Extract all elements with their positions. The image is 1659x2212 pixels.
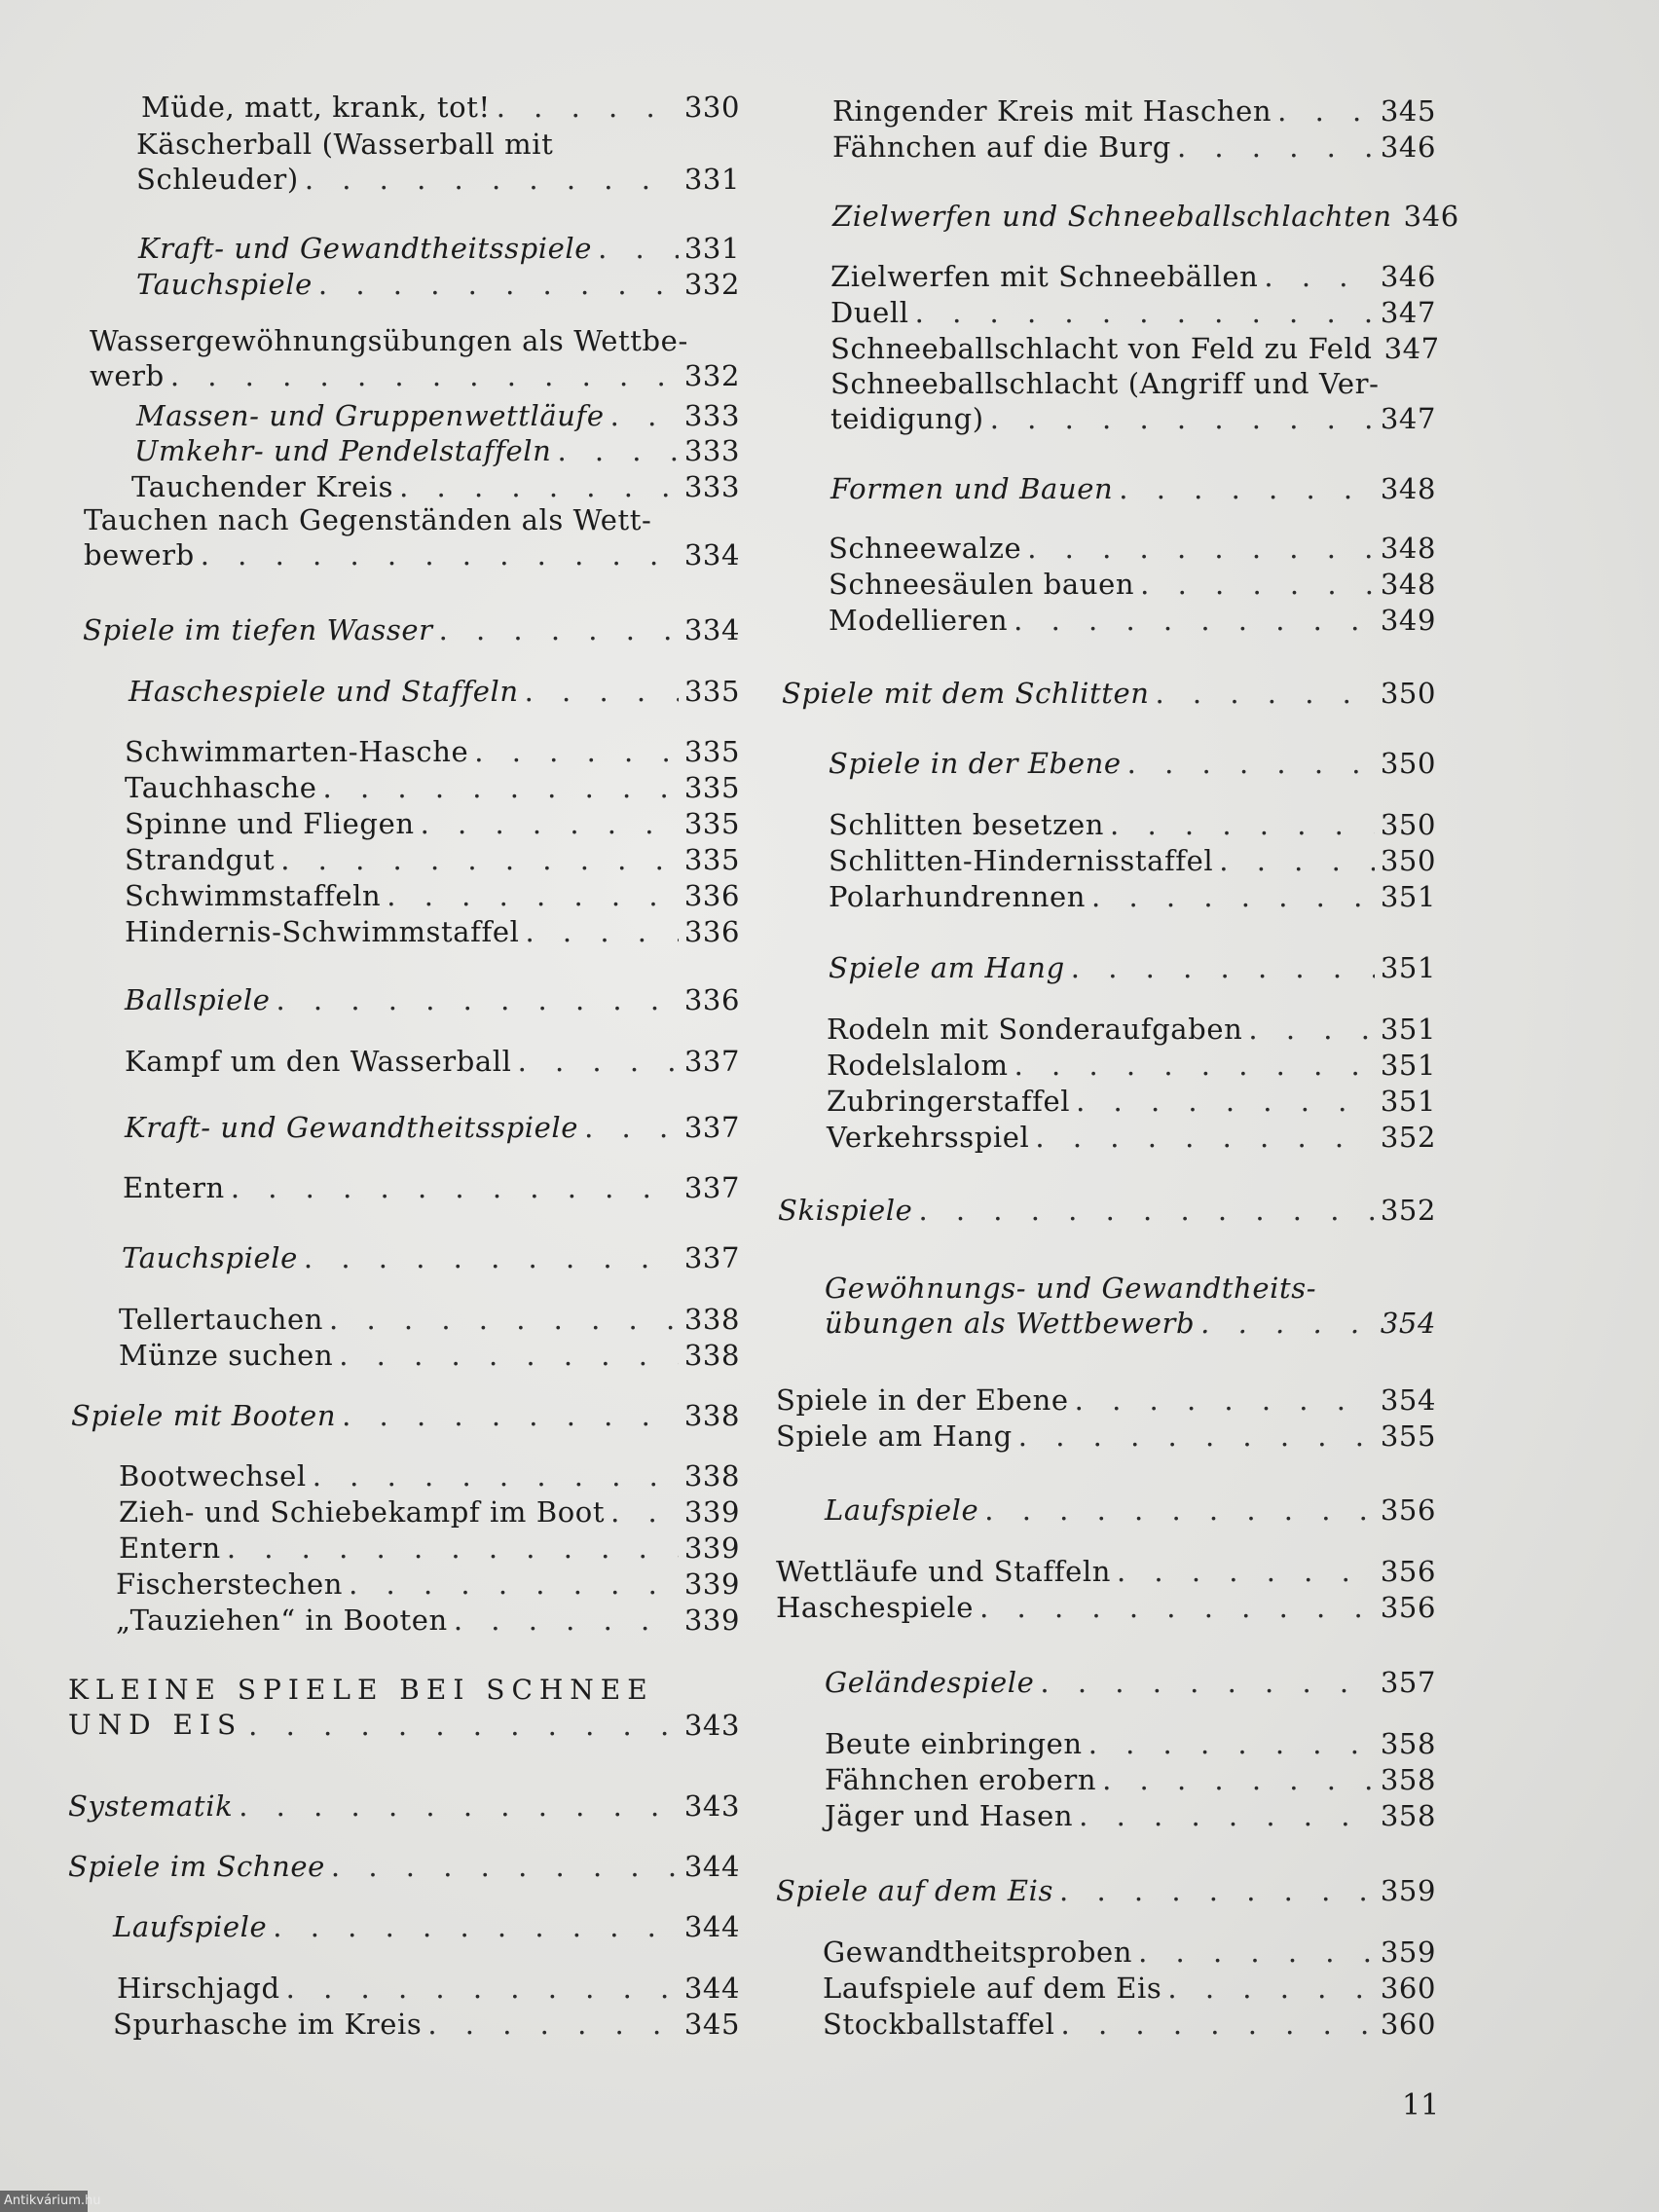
toc-entry: Formen und Bauen . . . 348 (830, 467, 1436, 506)
toc-entry: Duell . . . 347 (830, 291, 1436, 330)
toc-entry: Spiele im tiefen Wasser . . . 334 (83, 608, 740, 647)
toc-entry: Ballspiele . . . 336 (125, 978, 740, 1017)
toc-entry: Geländespiele . . . 357 (825, 1661, 1436, 1700)
toc-entry: Zielwerfen mit Schneebällen . . . 346 (830, 255, 1436, 294)
toc-entry: Rodeln mit Sonderaufgaben . . . 351 (827, 1008, 1436, 1047)
toc-entry: Umkehr- und Pendelstaffeln . . . 333 (134, 429, 740, 468)
toc-entry: Schneeballschlacht von Feld zu Feld 347 (830, 332, 1440, 365)
toc-entry: Beute einbringen . . . 358 (825, 1722, 1436, 1761)
toc-entry: Verkehrsspiel . . . 352 (827, 1116, 1436, 1155)
toc-entry: Massen- und Gruppenwettläufe . . . 333 (136, 394, 740, 433)
toc-entry: Hirschjagd . . . 344 (117, 1967, 740, 2006)
toc-entry: Skispiele . . . 352 (778, 1189, 1436, 1228)
toc-entry: Tauchspiele . . . 332 (136, 263, 740, 302)
toc-entry: Tauchhasche . . . 335 (125, 766, 740, 805)
toc-entry: Fähnchen auf die Burg . . . 346 (832, 126, 1436, 165)
toc-entry: Haschespiele . . . 356 (776, 1586, 1436, 1625)
toc-entry: Tauchspiele . . . 337 (122, 1236, 740, 1275)
toc-entry: Modellieren . . . 349 (829, 599, 1436, 638)
toc-section-heading: KLEINE SPIELE BEI SCHNEE UND EIS . . . 343 (68, 1673, 740, 1743)
toc-entry: Ringender Kreis mit Haschen . . . 345 (832, 90, 1436, 129)
toc-entry: Käscherball (Wasserball mit Schleuder) . . . 331 (136, 127, 740, 197)
toc-entry: Tauchen nach Gegenständen als Wett- bewerb . . . 334 (84, 502, 740, 572)
toc-entry: Spiele im Schnee . . . 344 (68, 1845, 740, 1884)
toc-entry: Spiele am Hang . . . 351 (829, 946, 1436, 985)
toc-entry: Schneesäulen bauen . . . 348 (829, 563, 1436, 602)
watermark: Antikvárium.hu (0, 2191, 88, 2212)
toc-entry: Hindernis-Schwimmstaffel . . . 336 (125, 910, 740, 949)
toc-entry: Münze suchen . . . 338 (119, 1334, 740, 1373)
toc-entry: Schwimmarten-Hasche . . . 335 (125, 730, 740, 769)
toc-entry: Spiele mit dem Schlitten . . . 350 (782, 672, 1436, 711)
toc-entry: Schneewalze . . . 348 (829, 527, 1436, 566)
toc-entry: Zielwerfen und Schneeballschlachten 346 (832, 200, 1459, 233)
toc-entry: Laufspiele . . . 344 (113, 1905, 740, 1944)
toc-entry: Spurhasche im Kreis . . . 345 (113, 2003, 740, 2042)
toc-entry: Schneeballschlacht (Angriff und Ver- teidigung) . . . 347 (830, 366, 1436, 436)
toc-entry: Spiele auf dem Eis . . . 359 (776, 1869, 1436, 1908)
toc-entry: Jäger und Hasen . . . 358 (825, 1794, 1436, 1833)
toc-entry: Strandgut . . . 335 (125, 838, 740, 877)
toc-entry: Schwimmstaffeln . . . 336 (125, 874, 740, 913)
toc-entry: Müde, matt, krank, tot! . . . 330 (141, 86, 740, 125)
toc-entry: „Tauziehen“ in Booten . . . 339 (116, 1599, 740, 1638)
toc-entry: Zubringerstaffel . . . 351 (827, 1080, 1436, 1119)
toc-entry: Wettläufe und Staffeln . . . 356 (776, 1550, 1436, 1589)
toc-entry: Rodelslalom . . . 351 (827, 1044, 1436, 1083)
toc-entry: Wassergewöhnungsübungen als Wettbe- werb . . . 332 (90, 323, 740, 393)
toc-entry: Spinne und Fliegen . . . 335 (125, 802, 740, 841)
toc-entry: Fischerstechen . . . 339 (116, 1563, 740, 1602)
toc-entry: Laufspiele . . . 356 (825, 1489, 1436, 1528)
toc-entry: Laufspiele auf dem Eis . . . 360 (823, 1967, 1436, 2006)
toc-entry: Haschespiele und Staffeln . . . 335 (129, 670, 740, 709)
toc-entry: Entern . . . 337 (123, 1166, 740, 1205)
toc-entry: Zieh- und Schiebekampf im Boot . . . 339 (119, 1491, 740, 1530)
toc-entry: Polarhundrennen . . . 351 (829, 875, 1436, 914)
toc-entry: Bootwechsel . . . 338 (119, 1455, 740, 1493)
toc-entry: Spiele am Hang . . . 355 (776, 1415, 1436, 1454)
toc-entry: Tellertauchen . . . 338 (119, 1298, 740, 1337)
toc-entry: Entern . . . 339 (119, 1527, 740, 1566)
toc-entry: Kraft- und Gewandtheitsspiele . . . 337 (125, 1106, 740, 1145)
toc-entry: Kampf um den Wasserball . . . 337 (125, 1040, 740, 1079)
toc-entry: Spiele in der Ebene . . . 350 (829, 742, 1436, 781)
page-number: 11 (1402, 2088, 1440, 2122)
toc-entry: Fähnchen erobern . . . 358 (825, 1758, 1436, 1797)
toc-entry: Gewöhnungs- und Gewandtheits- übungen als Wettbewerb . . . 354 (825, 1271, 1436, 1341)
toc-entry: Spiele mit Booten . . . 338 (71, 1394, 740, 1433)
toc-entry: Systematik . . . 343 (68, 1785, 740, 1824)
toc-entry: Stockballstaffel . . . 360 (823, 2003, 1436, 2042)
toc-entry: Kraft- und Gewandtheitsspiele . . . 331 (138, 227, 740, 266)
toc-entry: Spiele in der Ebene . . . 354 (776, 1379, 1436, 1418)
toc-entry: Tauchender Kreis . . . 333 (131, 465, 740, 504)
toc-entry: Schlitten-Hindernisstaffel . . . 350 (829, 839, 1436, 878)
toc-entry: Schlitten besetzen . . . 350 (829, 803, 1436, 842)
toc-entry: Gewandtheitsproben . . . 359 (823, 1931, 1436, 1970)
